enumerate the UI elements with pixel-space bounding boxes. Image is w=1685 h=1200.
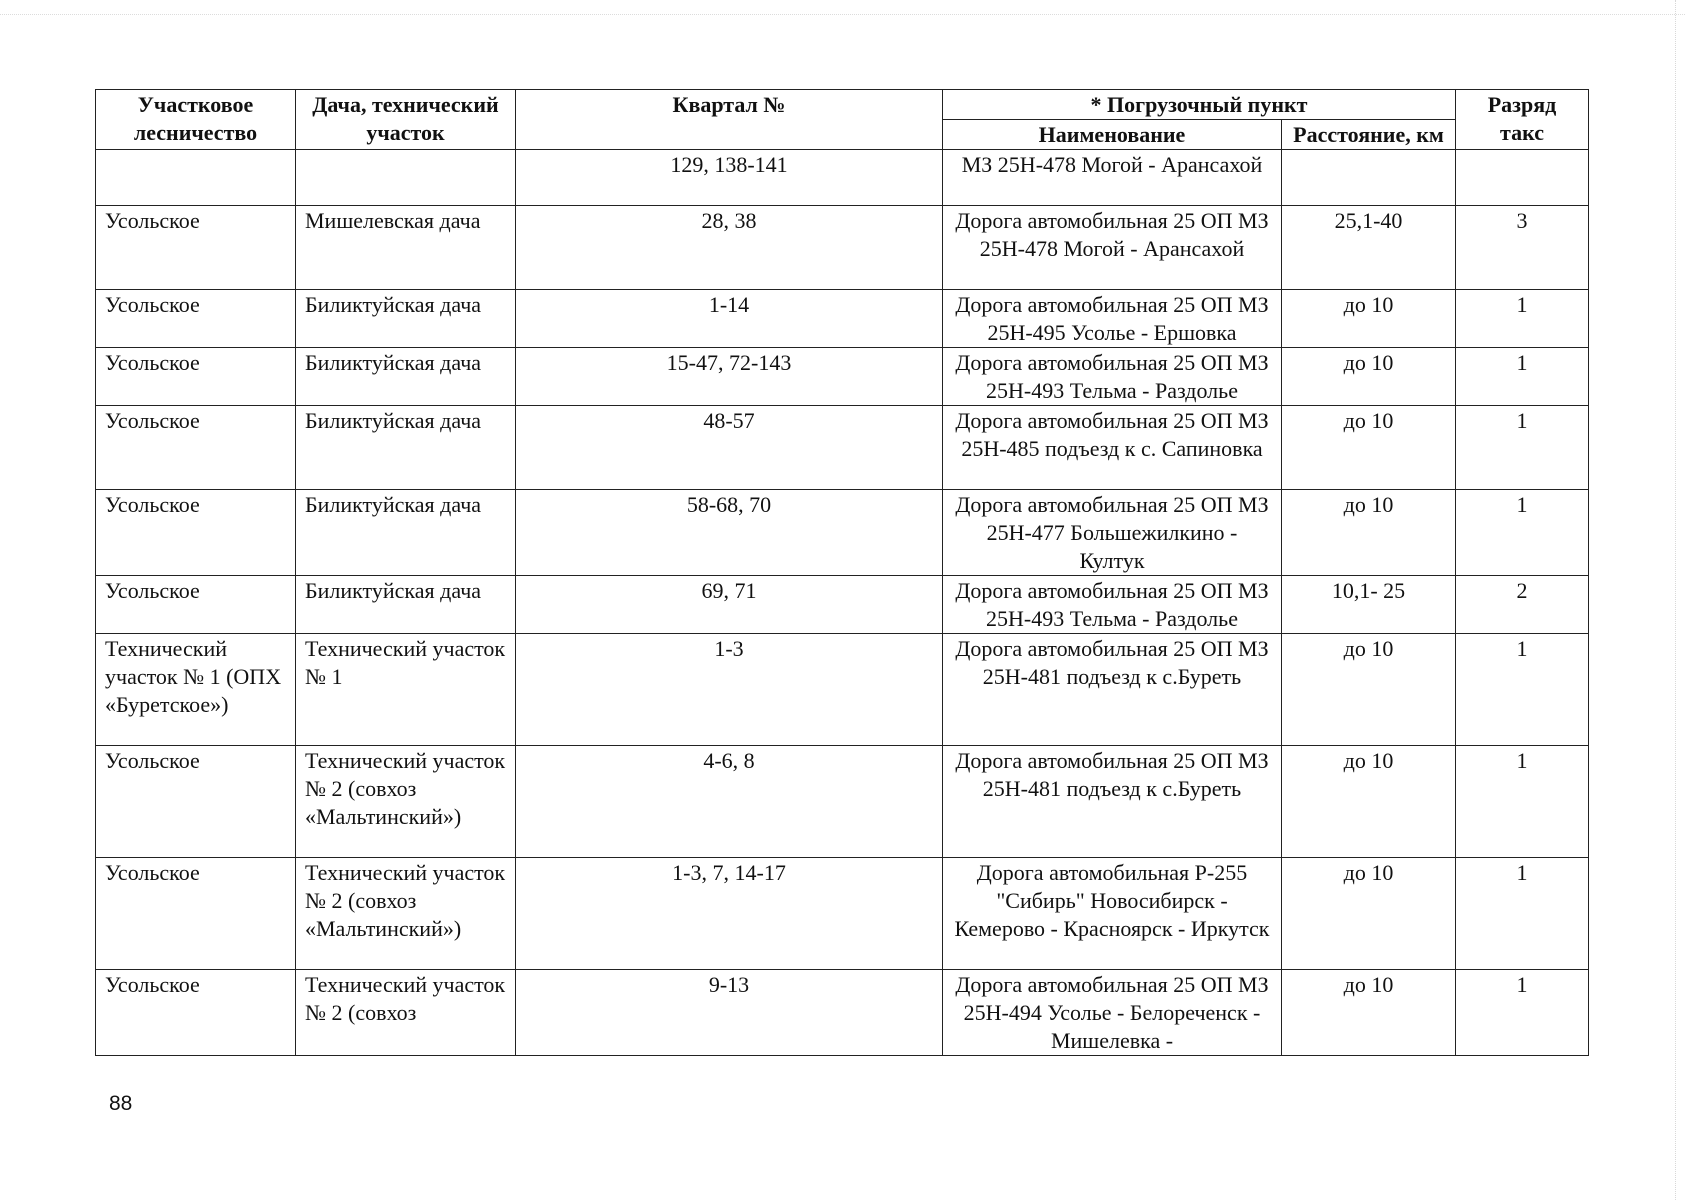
cell-name: Дорога автомобильная 25 ОП МЗ 25Н-481 подъезд к с.Буреть <box>943 634 1282 746</box>
cell-forestry: Усольское <box>96 290 296 348</box>
cell-dacha: Биликтуйская дача <box>296 348 516 406</box>
table-row <box>96 970 1589 1056</box>
cell-dacha: Технический участок № 2 (совхоз <box>296 970 516 1056</box>
cell-kvartal: 15-47, 72-143 <box>516 348 943 406</box>
cell-tax-class <box>1456 150 1589 206</box>
cell-forestry: Усольское <box>96 858 296 970</box>
page-number: 88 <box>109 1092 133 1115</box>
cell-name: Дорога автомобильная 25 ОП МЗ 25Н-493 Тельма - Раздолье <box>943 348 1282 406</box>
cell-forestry: Усольское <box>96 206 296 290</box>
cell-dacha: Биликтуйская дача <box>296 406 516 490</box>
table-row <box>96 150 1589 206</box>
cell-kvartal: 48-57 <box>516 406 943 490</box>
cell-dacha: Технический участок № 1 <box>296 634 516 746</box>
loading-points-table <box>95 89 1589 1056</box>
cell-kvartal: 58-68, 70 <box>516 490 943 576</box>
cell-dacha: Биликтуйская дача <box>296 290 516 348</box>
cell-forestry <box>96 150 296 206</box>
cell-name: Дорога автомобильная 25 ОП МЗ 25Н-481 подъезд к с.Буреть <box>943 746 1282 858</box>
cell-distance: до 10 <box>1282 634 1456 746</box>
cell-distance: до 10 <box>1282 406 1456 490</box>
cell-distance: до 10 <box>1282 490 1456 576</box>
cell-name: Дорога автомобильная 25 ОП МЗ 25Н-485 подъезд к с. Сапиновка <box>943 406 1282 490</box>
cell-tax-class: 1 <box>1456 970 1589 1056</box>
cell-forestry: Усольское <box>96 970 296 1056</box>
cell-name: Дорога автомобильная 25 ОП МЗ 25Н-477 Большежилкино - Култук <box>943 490 1282 576</box>
header-distance: Расстояние, км <box>1282 120 1456 150</box>
cell-name: МЗ 25Н-478 Могой - Арансахой <box>943 150 1282 206</box>
cell-kvartal: 129, 138-141 <box>516 150 943 206</box>
header-name: Наименование <box>943 120 1282 150</box>
header-tax-class: Разряд такс <box>1456 90 1589 150</box>
cell-tax-class: 3 <box>1456 206 1589 290</box>
cell-name: Дорога автомобильная 25 ОП МЗ 25Н-493 Тельма - Раздолье <box>943 576 1282 634</box>
cell-dacha: Биликтуйская дача <box>296 490 516 576</box>
cell-kvartal: 1-3 <box>516 634 943 746</box>
cell-distance: до 10 <box>1282 970 1456 1056</box>
cell-tax-class: 1 <box>1456 348 1589 406</box>
cell-forestry: Усольское <box>96 490 296 576</box>
table-row <box>96 576 1589 634</box>
cell-distance: 25,1-40 <box>1282 206 1456 290</box>
cell-kvartal: 1-3, 7, 14-17 <box>516 858 943 970</box>
cell-tax-class: 1 <box>1456 490 1589 576</box>
table-row <box>96 206 1589 290</box>
table-row <box>96 406 1589 490</box>
cell-kvartal: 1-14 <box>516 290 943 348</box>
cell-dacha <box>296 150 516 206</box>
cell-distance: до 10 <box>1282 348 1456 406</box>
cell-forestry: Усольское <box>96 576 296 634</box>
cell-forestry: Усольское <box>96 746 296 858</box>
cell-name: Дорога автомобильная Р-255 "Сибирь" Новосибирск - Кемерово - Красноярск - Иркутск <box>943 858 1282 970</box>
table-row <box>96 746 1589 858</box>
cell-kvartal: 4-6, 8 <box>516 746 943 858</box>
cell-distance: до 10 <box>1282 858 1456 970</box>
cell-tax-class: 1 <box>1456 858 1589 970</box>
cell-distance: 10,1- 25 <box>1282 576 1456 634</box>
cell-tax-class: 2 <box>1456 576 1589 634</box>
table-row <box>96 634 1589 746</box>
cell-tax-class: 1 <box>1456 290 1589 348</box>
table-row <box>96 290 1589 348</box>
cell-dacha: Технический участок № 2 (совхоз «Мальтинский») <box>296 746 516 858</box>
header-kvartal: Квартал № <box>516 90 943 150</box>
cell-forestry: Технический участок № 1 (ОПХ «Буретское») <box>96 634 296 746</box>
cell-forestry: Усольское <box>96 406 296 490</box>
table-row <box>96 858 1589 970</box>
table-header-row <box>96 90 1589 120</box>
cell-dacha: Мишелевская дача <box>296 206 516 290</box>
table-row <box>96 348 1589 406</box>
cell-distance: до 10 <box>1282 746 1456 858</box>
header-loading-point: * Погрузочный пункт <box>943 90 1456 120</box>
cell-kvartal: 9-13 <box>516 970 943 1056</box>
table-row <box>96 490 1589 576</box>
header-forestry: Участковое лесничество <box>96 90 296 150</box>
cell-tax-class: 1 <box>1456 634 1589 746</box>
cell-kvartal: 28, 38 <box>516 206 943 290</box>
page-top-edge <box>0 0 1685 15</box>
cell-name: Дорога автомобильная 25 ОП МЗ 25Н-495 Усолье - Ершовка <box>943 290 1282 348</box>
cell-dacha: Биликтуйская дача <box>296 576 516 634</box>
header-dacha: Дача, технический участок <box>296 90 516 150</box>
page-right-edge <box>1675 0 1677 1200</box>
cell-distance <box>1282 150 1456 206</box>
cell-forestry: Усольское <box>96 348 296 406</box>
cell-tax-class: 1 <box>1456 746 1589 858</box>
cell-dacha: Технический участок № 2 (совхоз «Мальтинский») <box>296 858 516 970</box>
cell-tax-class: 1 <box>1456 406 1589 490</box>
cell-name: Дорога автомобильная 25 ОП МЗ 25Н-478 Могой - Арансахой <box>943 206 1282 290</box>
cell-name: Дорога автомобильная 25 ОП МЗ 25Н-494 Усолье - Белореченск - Мишелевка - <box>943 970 1282 1056</box>
cell-kvartal: 69, 71 <box>516 576 943 634</box>
cell-distance: до 10 <box>1282 290 1456 348</box>
